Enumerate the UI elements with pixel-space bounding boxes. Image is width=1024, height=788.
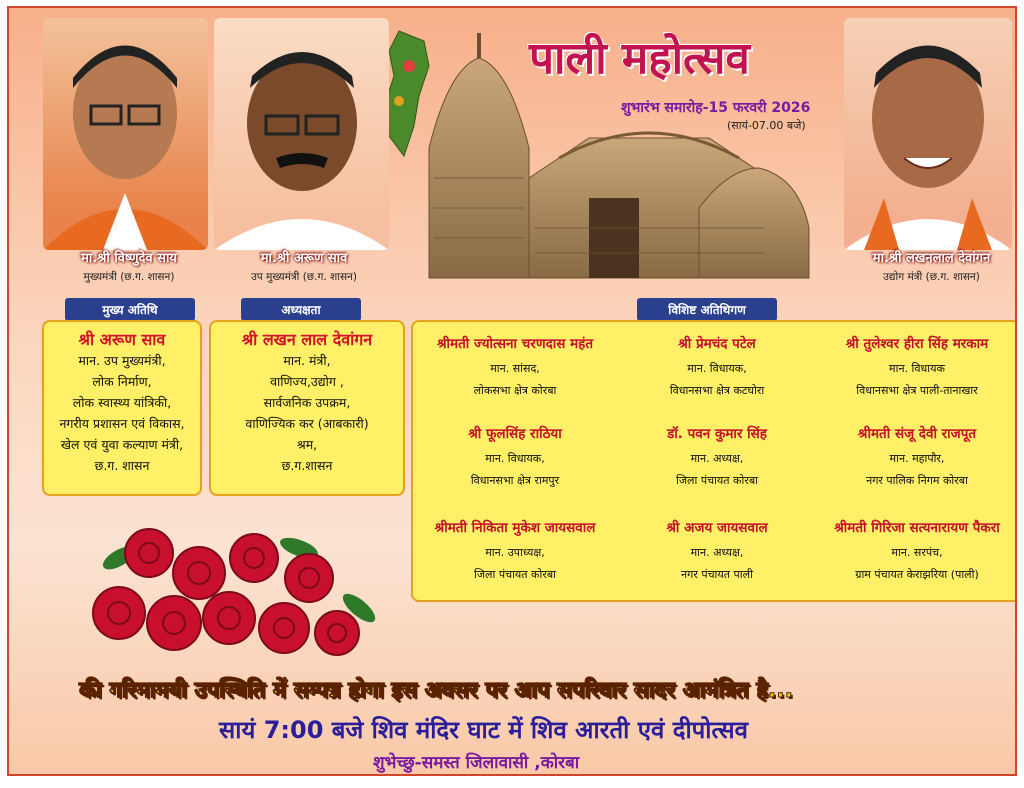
chief-guest-line: लोक स्वास्थ्य यांत्रिकी,	[72, 395, 172, 410]
chief-guest-line: छ.ग. शासन	[94, 458, 150, 473]
portrait-cm	[43, 18, 208, 250]
special-guest-name: श्री फूलसिंह राठिया	[468, 426, 562, 442]
special-guest-area: नगर पंचायत पाली	[681, 568, 753, 581]
special-guest-name: श्रीमती संजू देवी राजपूत	[857, 426, 977, 442]
presidency-ribbon: अध्यक्षता	[241, 298, 361, 321]
special-guest-title: मान. विधायक,	[687, 362, 747, 375]
chief-guest-line: लोक निर्माण,	[92, 374, 152, 389]
person-avatar-icon	[844, 18, 1012, 250]
portrait-name-industry-minister: मा.श्री लखनलाल देवांगन	[872, 251, 991, 266]
portrait-role-industry-minister: उद्योग मंत्री (छ.ग. शासन)	[883, 271, 980, 283]
special-guest-name: श्री अजय जायसवाल	[666, 520, 768, 536]
special-guest-title: मान. सांसद,	[490, 362, 540, 375]
special-guest-area: ग्राम पंचायत केराझरिया (पाली)	[855, 568, 979, 581]
special-guest-title: मान. सरपंच,	[891, 546, 943, 559]
special-guest	[619, 424, 815, 492]
presidency-line: वाणिज्य,उद्योग ,	[270, 374, 344, 389]
special-guest	[417, 424, 613, 492]
event-time: (सायं-07.00 बजे)	[727, 119, 806, 132]
presidency-box	[209, 320, 405, 496]
invitation-line: की गरिमामयी उपस्थिति में सम्पन्न होगा इस अवसर पर आप सपरिवार सादर आमंत्रित है...	[79, 678, 794, 703]
special-guest-title: मान. विधायक,	[485, 452, 545, 465]
portrait-role-deputy-cm: उप मुख्यमंत्री (छ.ग. शासन)	[251, 271, 357, 283]
special-guest	[819, 518, 1015, 586]
chief-guest-ribbon: मुख्य अतिथि	[65, 298, 195, 321]
presidency-line: श्रम,	[296, 437, 318, 452]
special-guest-name: श्री प्रेमचंद पटेल	[678, 336, 756, 352]
event-date: शुभारंभ समारोह-15 फरवरी 2026	[621, 100, 811, 116]
invitation-poster	[7, 6, 1017, 776]
special-guest-name: श्रीमती गिरिजा सत्यनारायण पैकरा	[834, 520, 1000, 536]
portrait-role-cm: मुख्यमंत्री (छ.ग. शासन)	[83, 271, 175, 283]
special-guest-area: नगर पालिक निगम कोरबा	[866, 474, 968, 487]
special-guest-title: मान. अध्यक्ष,	[690, 546, 744, 559]
presidency-line: वाणिज्यिक कर (आबकारी)	[245, 416, 369, 431]
event-program-line: सायं 7:00 बजे शिव मंदिर घाट में शिव आरती एवं दीपोत्सव	[219, 716, 748, 744]
special-guest-area: जिला पंचायत कोरबा	[474, 568, 556, 581]
special-guests-ribbon: विशिष्ट अतिथिगण	[637, 298, 777, 321]
special-guest	[619, 518, 815, 586]
well-wishers-line: शुभेच्छु-समस्त जिलावासी ,कोरबा	[373, 753, 580, 773]
special-guest-area: विधानसभा क्षेत्र कटघोरा	[669, 384, 765, 397]
special-guest-name: श्री तुलेश्वर हीरा सिंह मरकाम	[845, 336, 989, 352]
portrait-deputy-cm	[214, 18, 389, 250]
special-guest	[417, 334, 613, 402]
special-guest-name: डॉ. पवन कुमार सिंह	[667, 426, 767, 442]
special-guest	[819, 334, 1015, 402]
chief-guest-line: नगरीय प्रशासन एवं विकास,	[59, 416, 185, 431]
special-guests-box	[411, 320, 1017, 602]
special-guest-area: लोकसभा क्षेत्र कोरबा	[473, 384, 557, 397]
special-guest-name: श्रीमती ज्योत्सना चरणदास महंत	[436, 336, 594, 352]
person-avatar-icon	[43, 18, 208, 250]
special-guest-name: श्रीमती निकिता मुकेश जायसवाल	[434, 520, 596, 536]
special-guest-title: मान. उपाध्यक्ष,	[485, 546, 545, 559]
portrait-name-deputy-cm: मा.श्री अरूण साव	[260, 251, 348, 266]
portrait-name-cm: मा.श्री विष्णुदेव साय	[81, 251, 177, 266]
special-guest-title: मान. विधायक	[889, 362, 945, 375]
person-avatar-icon	[214, 18, 389, 250]
presidency-line: मान. मंत्री,	[283, 353, 331, 368]
chief-guest-line: खेल एवं युवा कल्याण मंत्री,	[60, 437, 184, 452]
special-guest	[417, 518, 613, 586]
rose-bouquet-icon	[79, 518, 389, 668]
chief-guest-box	[42, 320, 202, 496]
presidency-line: सार्वजनिक उपक्रम,	[263, 395, 351, 410]
special-guest	[619, 334, 815, 402]
special-guest-title: मान. महापौर,	[889, 452, 945, 465]
chief-guest-line: मान. उप मुख्यमंत्री,	[78, 353, 166, 368]
special-guest-area: विधानसभा क्षेत्र पाली-तानाखार	[856, 384, 978, 397]
special-guest-title: मान. अध्यक्ष,	[690, 452, 744, 465]
chief-guest-name: श्री अरूण साव	[78, 330, 166, 349]
presidency-name: श्री लखन लाल देवांगन	[241, 330, 373, 349]
presidency-line: छ.ग.शासन	[281, 458, 333, 473]
page-title: पाली महोत्सव	[529, 33, 750, 84]
special-guest-area: विधानसभा क्षेत्र रामपुर	[470, 474, 560, 487]
special-guest-area: जिला पंचायत कोरबा	[676, 474, 758, 487]
special-guest	[819, 424, 1015, 492]
portrait-industry-minister	[844, 18, 1012, 250]
